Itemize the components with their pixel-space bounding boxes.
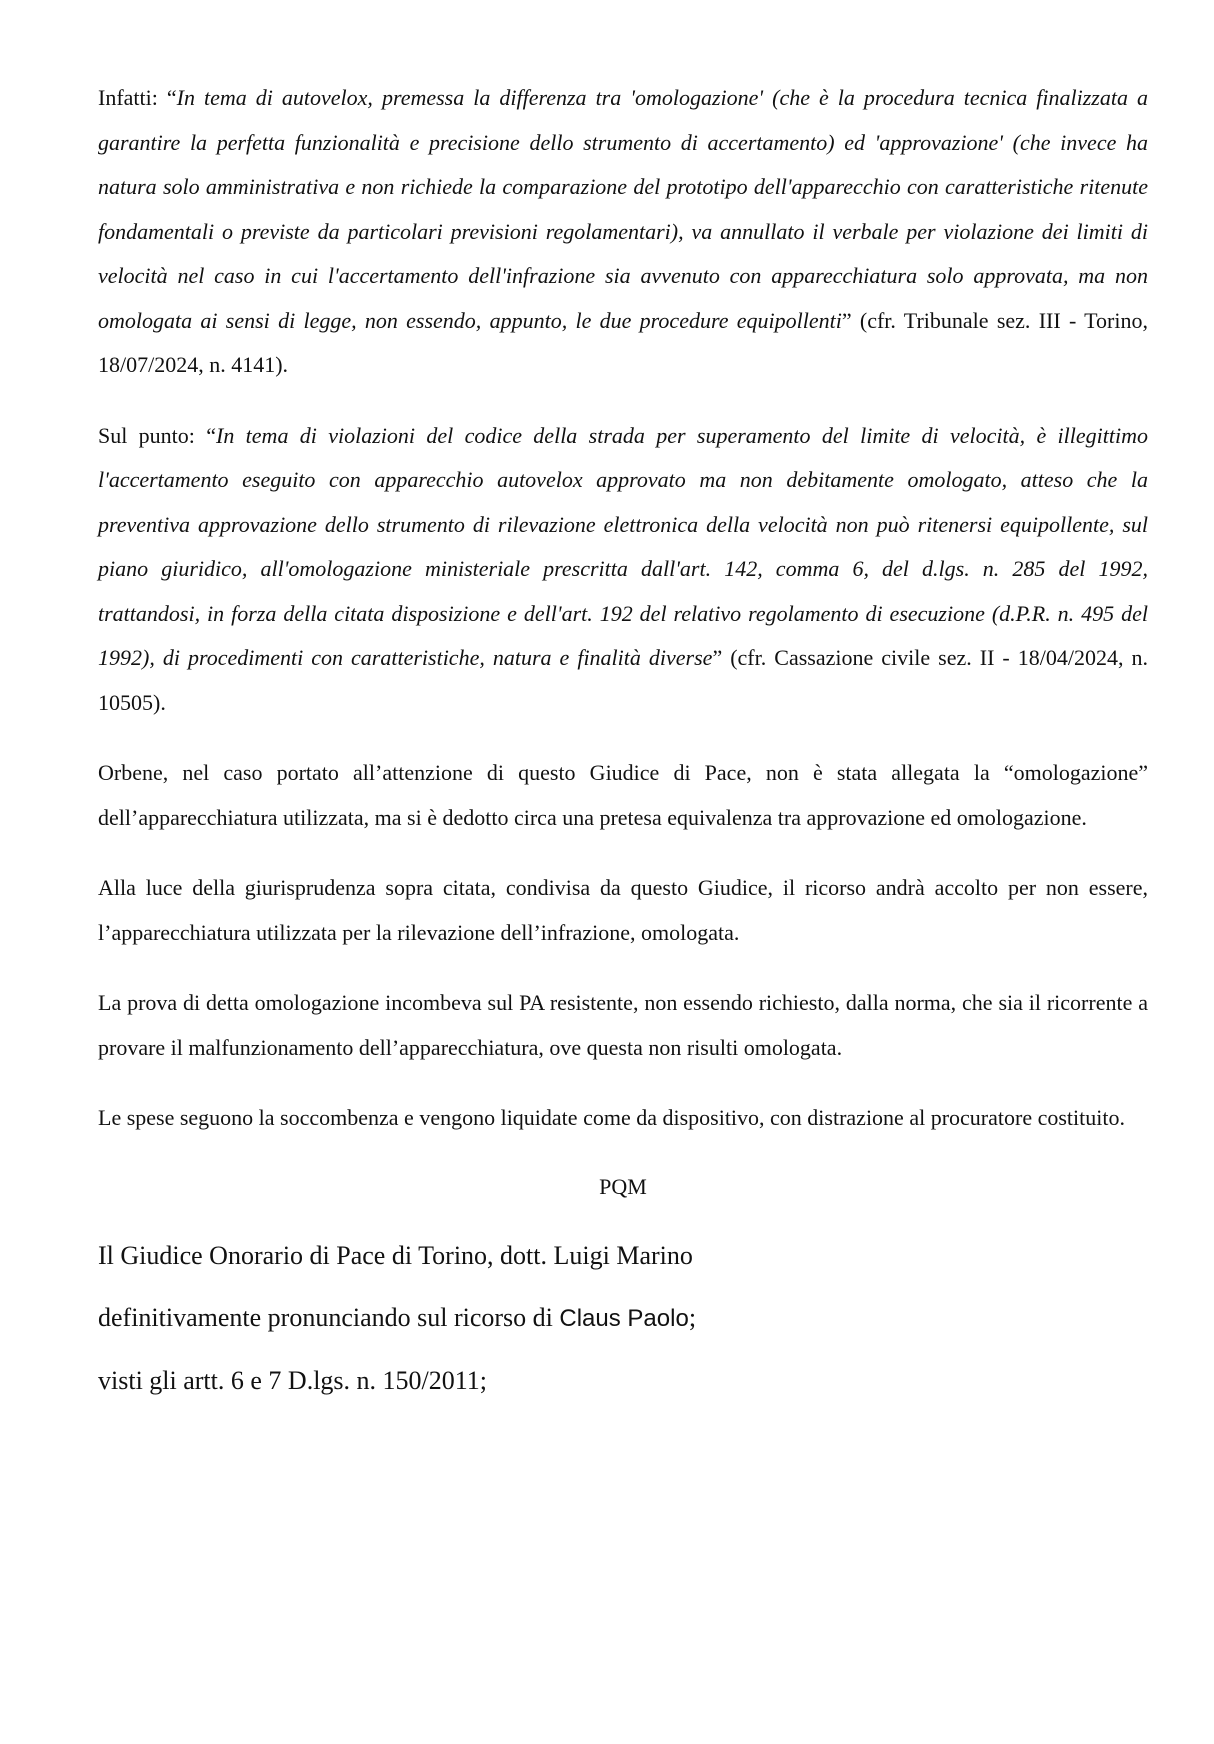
paragraph-le-spese: Le spese seguono la soccombenza e vengono liquidate come da dispositivo, con distrazione al procuratore costituito. bbox=[98, 1105, 1125, 1130]
paragraph-sul-punto bbox=[98, 414, 1148, 726]
closing-laws-line: visti gli artt. 6 e 7 D.lgs. n. 150/2011; bbox=[98, 1366, 488, 1395]
document-page bbox=[98, 76, 1148, 1412]
section-heading-pqm: PQM bbox=[599, 1173, 647, 1199]
closing-ruling-prefix: definitivamente pronunciando sul ricorso di bbox=[98, 1303, 560, 1332]
citation: ” (cfr. Tribunale sez. III - Torino, 18/07/2024, n. 4141). bbox=[98, 307, 1149, 377]
closing-judge-line: Il Giudice Onorario di Pace di Torino, dott. Luigi Marino bbox=[98, 1241, 693, 1270]
quoted-ruling: In tema di violazioni del codice della strada per superamento del limite di velocità, è illegittimo l'accertamento eseguito con apparecchio autovelox approvato ma non debitamente omologato, atteso che la preventiva approvazione dello strumento di rilevazione elettronica della velocità non può ritenersi equipollente, sul piano giuridico, all'omologazione ministeriale prescritta dall'art. 142, comma 6, del d.lgs. n. 285 del 1992, trattandosi, in forza della citata disposizione e dell'art. 192 del relativo regolamento di esecuzione (d.P.R. n. 495 del 1992), di procedimenti con caratteristiche, natura e finalità diverse bbox=[98, 422, 1148, 670]
closing-ruling-line bbox=[98, 1287, 1148, 1350]
appellant-name: Claus Paolo bbox=[559, 1305, 689, 1332]
paragraph-lead: Sul punto: “ bbox=[98, 422, 217, 448]
quoted-ruling: In tema di autovelox, premessa la differenza tra 'omologazione' (che è la procedura tecnica finalizzata a garantire la perfetta funzionalità e precisione dello strumento di accertamento) ed 'approvazione' (che invece ha natura solo amministrativa e non richiede la comparazione del prototipo dell'apparecchio con caratteristiche ritenute fondamentali o previste da particolari previsioni regolamentari), va annullato il verbale per violazione dei limiti di velocità nel caso in cui l'accertamento dell'infrazione sia avvenuto con apparecchiatura solo approvata, ma non omologata ai sensi di legge, non essendo, appunto, le due procedure equipollenti bbox=[98, 85, 1148, 333]
citation: ” (cfr. Cassazione civile sez. II - 18/04/2024, n. 10505). bbox=[98, 645, 1148, 715]
closing-ruling-suffix: ; bbox=[688, 1303, 697, 1332]
paragraph-la-prova: La prova di detta omologazione incombeva sul PA resistente, non essendo richiesto, dalla norma, che sia il ricorrente a provare il malfunzionamento dell’apparecchiatura, ove questa non risulti omologata. bbox=[98, 990, 1148, 1060]
paragraph-orbene: Orbene, nel caso portato all’attenzione di questo Giudice di Pace, non è stata allegata la “omologazione” dell’apparecchiatura utilizzata, ma si è dedotto circa una pretesa equivalenza tra approvazione ed omologazione. bbox=[98, 760, 1148, 830]
paragraph-lead: Infatti: “ bbox=[98, 85, 177, 110]
paragraph-alla-luce: Alla luce della giurisprudenza sopra citata, condivisa da questo Giudice, il ricorso andrà accolto per non essere, l’apparecchiatura utilizzata per la rilevazione dell’infrazione, omologata. bbox=[98, 875, 1148, 945]
paragraph-infatti bbox=[98, 76, 1148, 388]
